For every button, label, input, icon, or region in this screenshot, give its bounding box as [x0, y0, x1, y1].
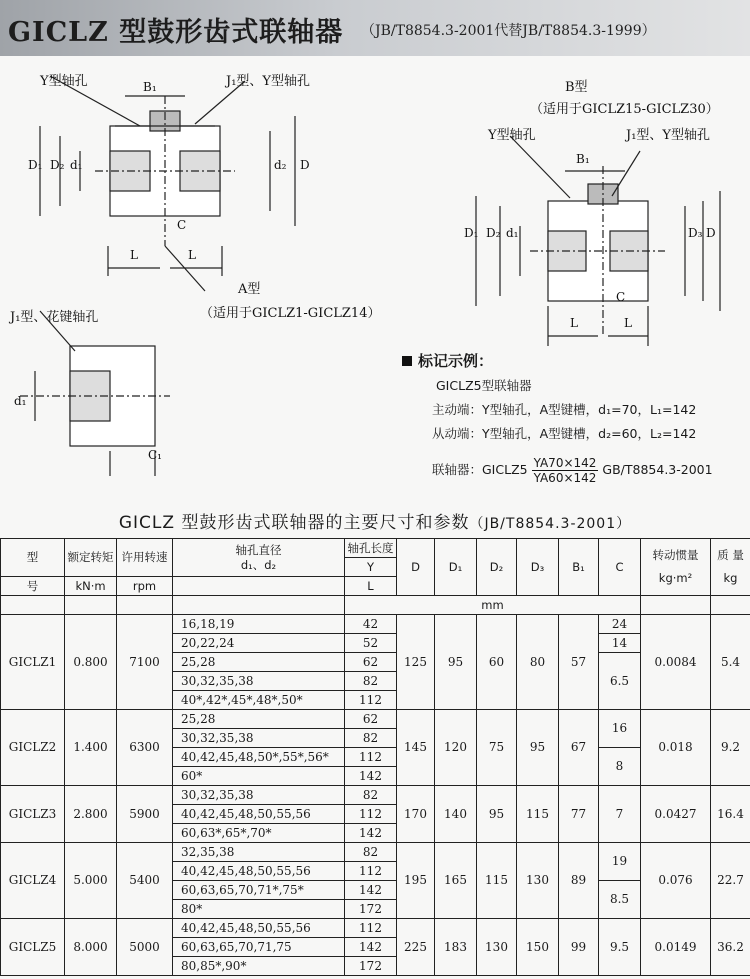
cell-d2: 115	[477, 843, 517, 919]
dim-b1-a: B₁	[143, 80, 157, 94]
table-row	[1, 786, 750, 805]
cell-d2: 130	[477, 919, 517, 976]
cell-length: 172	[345, 900, 397, 919]
cell-bore: 25,28	[173, 653, 345, 672]
cell-inertia: 0.018	[641, 710, 711, 786]
cell-bore: 60*	[173, 767, 345, 786]
j1-y-bore-label-b: J₁型、Y型轴孔	[626, 128, 711, 143]
type-a-label: A型	[238, 282, 261, 297]
cell-d3: 130	[517, 843, 559, 919]
cell-length: 142	[345, 767, 397, 786]
dim-bore-d2-a: d₂	[274, 158, 287, 172]
cell-length: 112	[345, 862, 397, 881]
hdr-torque: 额定转矩	[65, 539, 117, 577]
cell-d2: 75	[477, 710, 517, 786]
cell-d: 125	[397, 615, 435, 710]
cell-model: GICLZ3	[1, 786, 65, 843]
cell-length: 42	[345, 615, 397, 634]
cell-bore: 30,32,35,38	[173, 672, 345, 691]
cell-d: 145	[397, 710, 435, 786]
dim-l-b-right: L	[624, 316, 632, 330]
dim-bore-d1-a: d₁	[70, 158, 83, 172]
cell-model: GICLZ5	[1, 919, 65, 976]
cell-speed: 5000	[117, 919, 173, 976]
example-heading: 标记示例：	[402, 350, 493, 371]
mark-fraction: $\frac{YA70\times 142}{YA60\times 142}$	[533, 456, 597, 485]
hdr-d3: D₃	[517, 539, 559, 596]
cell-c: 8.5	[599, 881, 641, 919]
cell-d3: 95	[517, 710, 559, 786]
type-a-drawing	[40, 76, 295, 276]
cell-bore: 30,32,35,38	[173, 786, 345, 805]
dim-c-a: C	[177, 218, 187, 232]
cell-inertia: 0.0149	[641, 919, 711, 976]
cell-c: 19	[599, 843, 641, 881]
dim-d-b: D	[706, 226, 716, 240]
hdr-mm: mm	[345, 596, 641, 615]
example-driven: 从动端：Y型轴孔，A型键槽，d₂=60，L₂=142	[432, 426, 697, 441]
cell-bore: 60,63,65,70,71,75	[173, 938, 345, 957]
cell-inertia: 0.0084	[641, 615, 711, 710]
dim-d1-a: D₁	[28, 158, 43, 172]
hdr-inertia: 转动惯量 kg·m²	[641, 539, 711, 596]
example-drive: 主动端：Y型轴孔，A型键槽，d₁=70，L₁=142	[432, 402, 697, 417]
cell-torque: 0.800	[65, 615, 117, 710]
dim-l-a-left: L	[130, 248, 138, 262]
dim-d2-a: D₂	[50, 158, 65, 172]
type-b-label: B型	[565, 80, 588, 95]
hdr-model: 型	[1, 539, 65, 577]
cell-mass: 5.4	[711, 615, 750, 710]
hdr-length: 轴孔长度	[345, 539, 397, 558]
cell-c: 9.5	[599, 919, 641, 976]
table-title: GICLZ 型鼓形齿式联轴器的主要尺寸和参数（JB/T8854.3-2001）	[118, 513, 632, 533]
cell-speed: 6300	[117, 710, 173, 786]
cell-d3: 150	[517, 919, 559, 976]
specs-table	[0, 538, 750, 976]
hdr-c: C	[599, 539, 641, 596]
type-a-range: （适用于GICLZ1-GICLZ14）	[200, 306, 381, 321]
cell-inertia: 0.0427	[641, 786, 711, 843]
cell-d1: 165	[435, 843, 477, 919]
cell-bore: 40,42,45,48,50,55,56	[173, 862, 345, 881]
cell-torque: 8.000	[65, 919, 117, 976]
hdr-speed: 许用转速	[117, 539, 173, 577]
hdr-speed-unit: rpm	[117, 577, 173, 596]
cell-d: 195	[397, 843, 435, 919]
cell-length: 112	[345, 748, 397, 767]
table-row	[1, 710, 750, 729]
y-bore-label-a: Y型轴孔	[40, 74, 88, 89]
cell-length: 112	[345, 919, 397, 938]
example-model: GICLZ5型联轴器	[436, 378, 532, 393]
hdr-d: D	[397, 539, 435, 596]
square-bullet-icon	[402, 356, 412, 366]
hdr-d2: D₂	[477, 539, 517, 596]
dim-b1-b: B₁	[576, 152, 590, 166]
cell-length: 172	[345, 957, 397, 976]
table-row	[1, 919, 750, 938]
cell-d2: 60	[477, 615, 517, 710]
cell-length: 112	[345, 805, 397, 824]
cell-d1: 140	[435, 786, 477, 843]
cell-b1: 57	[559, 615, 599, 710]
dim-d1-b: D₁	[464, 226, 479, 240]
cell-bore: 32,35,38	[173, 843, 345, 862]
cell-b1: 99	[559, 919, 599, 976]
cell-bore: 20,22,24	[173, 634, 345, 653]
hdr-length-l: L	[345, 577, 397, 596]
hdr-b1: B₁	[559, 539, 599, 596]
cell-d1: 120	[435, 710, 477, 786]
cell-mass: 22.7	[711, 843, 750, 919]
cell-d1: 183	[435, 919, 477, 976]
hdr-mass: 质 量 kg	[711, 539, 750, 596]
hdr-torque-unit: kN·m	[65, 577, 117, 596]
cell-speed: 5400	[117, 843, 173, 919]
cell-bore: 40,42,45,48,50*,55*,56*	[173, 748, 345, 767]
cell-d: 225	[397, 919, 435, 976]
cell-bore: 40*,42*,45*,48*,50*	[173, 691, 345, 710]
dim-d2-b: D₂	[486, 226, 501, 240]
j1-spline-label: J₁型、花键轴孔	[10, 310, 99, 325]
hdr-model-2: 号	[1, 577, 65, 596]
cell-length: 82	[345, 729, 397, 748]
standard-note: （JB/T8854.3-2001代替JB/T8854.3-1999）	[361, 23, 656, 39]
dim-d3-b: D₃	[688, 226, 703, 240]
cell-model: GICLZ4	[1, 843, 65, 919]
cell-c: 8	[599, 748, 641, 786]
dim-bore-d1-j1: d₁	[14, 394, 27, 408]
dim-d-a: D	[300, 158, 310, 172]
cell-c: 16	[599, 710, 641, 748]
cell-length: 52	[345, 634, 397, 653]
hdr-length-y: Y	[345, 558, 397, 577]
cell-length: 142	[345, 881, 397, 900]
hdr-d1: D₁	[435, 539, 477, 596]
cell-bore: 40,42,45,48,50,55,56	[173, 805, 345, 824]
cell-length: 62	[345, 710, 397, 729]
cell-d: 170	[397, 786, 435, 843]
type-b-drawing	[476, 136, 720, 346]
cell-d2: 95	[477, 786, 517, 843]
cell-speed: 5900	[117, 786, 173, 843]
cell-length: 112	[345, 691, 397, 710]
cell-bore: 80,85*,90*	[173, 957, 345, 976]
cell-length: 82	[345, 843, 397, 862]
dim-l-a-right: L	[188, 248, 196, 262]
table-row	[1, 843, 750, 862]
cell-b1: 67	[559, 710, 599, 786]
cell-mass: 9.2	[711, 710, 750, 786]
cell-c: 14	[599, 634, 641, 653]
type-b-range: （适用于GICLZ15-GICLZ30）	[530, 102, 719, 117]
cell-inertia: 0.076	[641, 843, 711, 919]
cell-c: 6.5	[599, 653, 641, 710]
cell-length: 82	[345, 786, 397, 805]
cell-length: 142	[345, 938, 397, 957]
cell-d3: 115	[517, 786, 559, 843]
page-title: GICLZ 型鼓形齿式联轴器	[8, 17, 344, 48]
y-bore-label-b: Y型轴孔	[488, 128, 536, 143]
cell-model: GICLZ1	[1, 615, 65, 710]
cell-length: 142	[345, 824, 397, 843]
hdr-bore: 轴孔直径 d₁、d₂	[173, 539, 345, 577]
cell-length: 82	[345, 672, 397, 691]
cell-bore: 16,18,19	[173, 615, 345, 634]
dim-l-b-left: L	[570, 316, 578, 330]
cell-d3: 80	[517, 615, 559, 710]
cell-bore: 80*	[173, 900, 345, 919]
cell-length: 62	[345, 653, 397, 672]
cell-torque: 5.000	[65, 843, 117, 919]
cell-model: GICLZ2	[1, 710, 65, 786]
dim-bore-d1-b: d₁	[506, 226, 519, 240]
cell-bore: 60,63*,65*,70*	[173, 824, 345, 843]
example-mark: 联轴器：GICLZ5 $\frac{YA70\times 142}{YA60\times 142}$ GB/T8854.3-2001	[432, 456, 713, 485]
cell-c: 24	[599, 615, 641, 634]
title-banner	[0, 0, 750, 56]
cell-torque: 1.400	[65, 710, 117, 786]
j1-y-bore-label-a: J₁型、Y型轴孔	[226, 74, 311, 89]
cell-speed: 7100	[117, 615, 173, 710]
cell-mass: 16.4	[711, 786, 750, 843]
cell-d1: 95	[435, 615, 477, 710]
cell-b1: 77	[559, 786, 599, 843]
dim-c-b: C	[616, 290, 626, 304]
cell-bore: 25,28	[173, 710, 345, 729]
dim-c1: C₁	[148, 448, 162, 462]
specs-table-body	[1, 615, 750, 976]
cell-b1: 89	[559, 843, 599, 919]
cell-bore: 30,32,35,38	[173, 729, 345, 748]
cell-torque: 2.800	[65, 786, 117, 843]
table-row	[1, 615, 750, 634]
cell-mass: 36.2	[711, 919, 750, 976]
cell-bore: 60,63,65,70,71*,75*	[173, 881, 345, 900]
cell-bore: 40,42,45,48,50,55,56	[173, 919, 345, 938]
cell-c: 7	[599, 786, 641, 843]
